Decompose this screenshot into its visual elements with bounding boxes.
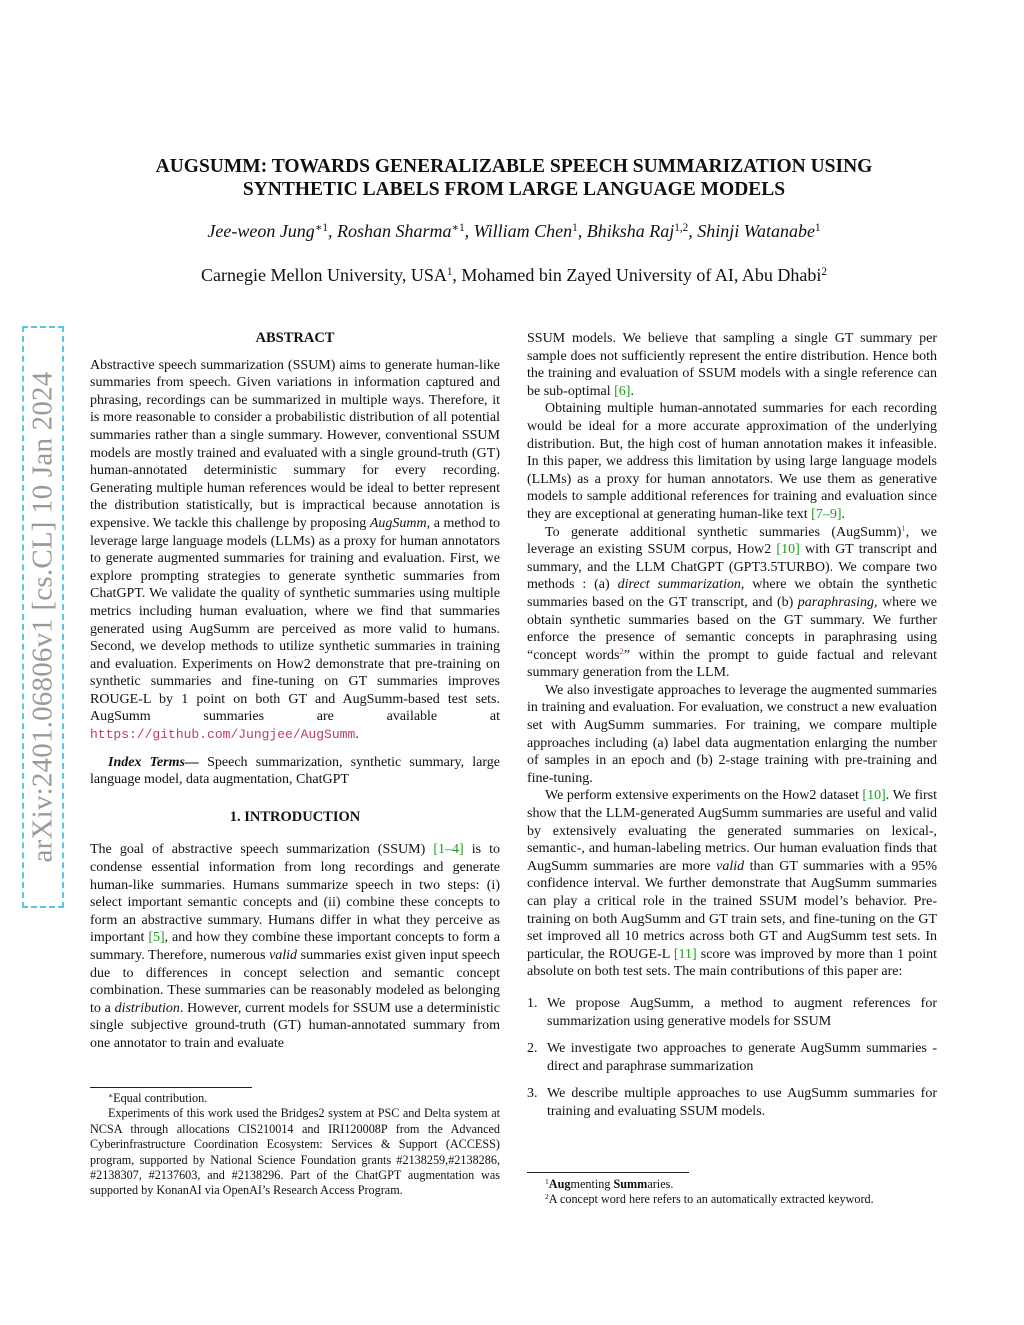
author-list: Jee-weon Jung$^{∗1}$, Roshan Sharma$^{∗1}$, William Chen$^1$, Bhiksha Raj$^{1,2}$, Shinji Watanabe$^1$ bbox=[207, 221, 821, 241]
intro-paragraph: The goal of abstractive speech summarization (SSUM) [1–4] is to condense essential information from long recordings and generate human-like summaries. Humans summarize speech in two steps: (i) select important semantic concepts and (ii) combine these concepts to form an abstractive summary. Humans differ in what they perceive as important [5], and how they combine these important concepts to form a summary. Therefore, numerous valid summaries exist given input speech due to differences in concept selection and semantic concept combination. These summaries can be reasonably modeled as belonging to a distribution. However, current models for SSUM use a deterministic single subjective ground-truth (GT) human-annotated summary from one annotator to train and evaluate bbox=[90, 842, 500, 1051]
arxiv-id[interactable]: arXiv:2401.06806v1 [cs.CL] 10 Jan 2024 bbox=[26, 371, 59, 863]
footnote-ack: Experiments of this work used the Bridges2 system at PSC and Delta system at NCSA through allocations CIS210014 and IRI120008P from the Advanced Cyberinfrastructure Coordination Ecosystem: Services & Support (ACCESS) program, supported by National Science Foundation grants #2138259,#2138286, #2138307, #2137603, and #2138296. Part of the ChatGPT augmentation was supported by KonanAI via OpenAI’s Research Access Program. bbox=[90, 1106, 500, 1198]
intro-heading: 1. INTRODUCTION bbox=[229, 808, 361, 825]
footnote-1: $^1$Augmenting Summaries. bbox=[545, 1176, 674, 1191]
citation-link[interactable]: [1–4] bbox=[433, 842, 464, 858]
github-link[interactable]: https://github.com/Jungjee/AugSumm bbox=[90, 727, 356, 743]
footnote-rule bbox=[527, 1172, 689, 1173]
affiliation-mark: 2 bbox=[821, 265, 827, 278]
footnote-rule bbox=[90, 1087, 252, 1088]
author-affil-mark: 1 bbox=[815, 221, 821, 234]
abstract-text: Abstractive speech summarization (SSUM) aims to generate human-like summaries from speech. Given variations in information captured and phrasing, recordings can be summarized in multiple ways. Therefore, it is more reasonable to consider a probabilistic distribution of all potential summaries rather than a single summary. However, conventional SSUM models are mostly trained and evaluated with a single ground-truth (GT) human-annotated deterministic summary for every recording. Generating multiple human references would be ideal to better represent the distribution statistically, but is impractical because annotation is expensive. We tackle this challenge by proposing AugSumm, a method to leverage large language models (LLMs) as a proxy for human annotators to generate augmented summaries for training and evaluation. First, we explore prompting strategies to generate synthetic summaries from ChatGPT. We validate the quality of synthetic summaries using multiple metrics including human evaluation, where we find that summaries generated using AugSumm are perceived as more valid to humans. Second, we develop methods to utilize synthetic summaries in training and evaluation. Experiments on How2 demonstrate that pre-training on synthetic summaries and fine-tuning on GT summaries improves ROUGE-L by 1 point on both GT and AugSumm-based test sets. AugSumm summaries are available at https://github.com/Jungjee/AugSumm. bbox=[90, 357, 500, 743]
author-name: William Chen bbox=[473, 221, 573, 241]
intro-paragraph: We perform extensive experiments on the How2 dataset [10]. We first show that the LLM-generated AugSumm summaries are useful and valid by extensively evaluating the generated summaries on lexical-, semantic-, and human-labeling metrics. Our human evaluation finds that AugSumm summaries are more valid than GT summaries with a 95% confidence interval. We further demonstrate that AugSumm summaries can play a critical role in the trained SSUM model’s behavior. Pre-training on both AugSumm and GT train sets, and fine-tuning on the GT set improved all 10 metrics across both GT and AugSumm test sets. In particular, the ROUGE-L [11] score was improved by more than 1 point absolute on both test sets. The main contributions of this paper are: bbox=[527, 788, 937, 980]
intro-paragraph: SSUM models. We believe that sampling a single GT summary per sample does not sufficiently represent the entire distribution. Hence both the training and evaluation of SSUM models with a single reference can be sub-optimal [6]. bbox=[527, 331, 937, 399]
right-column bbox=[527, 330, 937, 1131]
intro-paragraph: To generate additional synthetic summaries (AugSumm)$^1$, we leverage an existing SSUM corpus, How2 [10] with GT transcript and summary, and the LLM ChatGPT (GPT3.5TURBO). We compare two methods : (a) direct summarization, where we obtain the synthetic summaries based on the GT transcript, and (b) paraphrasing, where we obtain synthetic summaries based on the GT summary. We further enforce the presence of semantic concepts in paraphrasing using “concept words$^2$” within the prompt to guide factual and relevant summary generation from the LLM. bbox=[527, 522, 938, 681]
left-column bbox=[90, 330, 500, 1053]
author-name: Shinji Watanabe bbox=[697, 221, 816, 241]
author-affil-mark: ∗1 bbox=[314, 221, 328, 234]
citation-link[interactable]: [10] bbox=[862, 788, 886, 804]
citation-link[interactable]: [5] bbox=[148, 930, 165, 946]
footnote-mark[interactable]: 2 bbox=[619, 645, 624, 656]
list-item: 3. We describe multiple approaches to use AugSumm summaries for training and evaluating SSUM models. bbox=[527, 1086, 937, 1119]
arxiv-stamp bbox=[22, 326, 64, 908]
index-terms: Index Terms— Speech summarization, synthetic summary, large language model, data augmentation, ChatGPT bbox=[90, 754, 501, 788]
affiliations: Carnegie Mellon University, USA$^1$, Mohamed bin Zayed University of AI, Abu Dhabi$^2$ bbox=[201, 265, 827, 285]
intro-paragraph: We also investigate approaches to leverage the augmented summaries in training and evaluation. For evaluation, we construct a new evaluation set with AugSumm summaries. For training, we compare multiple approaches including (a) label data augmentation enlarging the number of samples in an epoch and (b) 2-stage training with pre-training and fine-tuning. bbox=[527, 682, 937, 786]
abstract-heading: ABSTRACT bbox=[255, 330, 335, 346]
footnote-mark[interactable]: 1 bbox=[901, 522, 906, 533]
affiliation-mark: 1 bbox=[446, 265, 453, 278]
citation-link[interactable]: [10] bbox=[776, 542, 800, 558]
affiliation-name: Mohamed bin Zayed University of AI, Abu Dhabi bbox=[461, 265, 822, 285]
author-name: Roshan Sharma bbox=[336, 221, 452, 241]
intro-paragraph: Obtaining multiple human-annotated summaries for each recording would be ideal for a more accurate approximation of the underlying distribution. But, the high cost of human annotation makes it infeasible. In this paper, we address this limitation by using large language models (LLMs) as a proxy for human annotators. We use them as generative models to sample additional references for training and evaluation since they are exceptional at generating human-like text [7–9]. bbox=[527, 401, 937, 522]
paper-title: AUGSUMM: TOWARDS GENERALIZABLE SPEECH SUMMARIZATION USING SYNTHETIC LABELS FROM LARGE LANGUAGE MODELS bbox=[155, 156, 873, 200]
list-item: 2. We investigate two approaches to generate AugSumm summaries - direct and paraphrase summarization bbox=[527, 1041, 937, 1074]
citation-link[interactable]: [11] bbox=[673, 946, 697, 962]
list-item: 1. We propose AugSumm, a method to augment references for summarization using generative models for SSUM bbox=[527, 995, 937, 1029]
author-name: Jee-weon Jung bbox=[207, 221, 315, 241]
right-footnotes bbox=[527, 1172, 937, 1208]
affiliation-name: Carnegie Mellon University, USA bbox=[201, 265, 447, 285]
citation-link[interactable]: [6] bbox=[614, 383, 631, 399]
author-affil-mark: ∗1 bbox=[451, 221, 465, 234]
author-affil-mark: 1,2 bbox=[674, 221, 689, 234]
contributions-list bbox=[527, 995, 937, 1121]
author-affil-mark: 1 bbox=[572, 221, 578, 234]
left-footnotes bbox=[90, 1087, 500, 1199]
footnote-equal: ∗Equal contribution. bbox=[108, 1090, 208, 1105]
footnote-2: $^2$A concept word here refers to an automatically extracted keyword. bbox=[545, 1192, 874, 1207]
citation-link[interactable]: [7–9] bbox=[811, 506, 842, 522]
author-name: Bhiksha Raj bbox=[586, 221, 675, 241]
